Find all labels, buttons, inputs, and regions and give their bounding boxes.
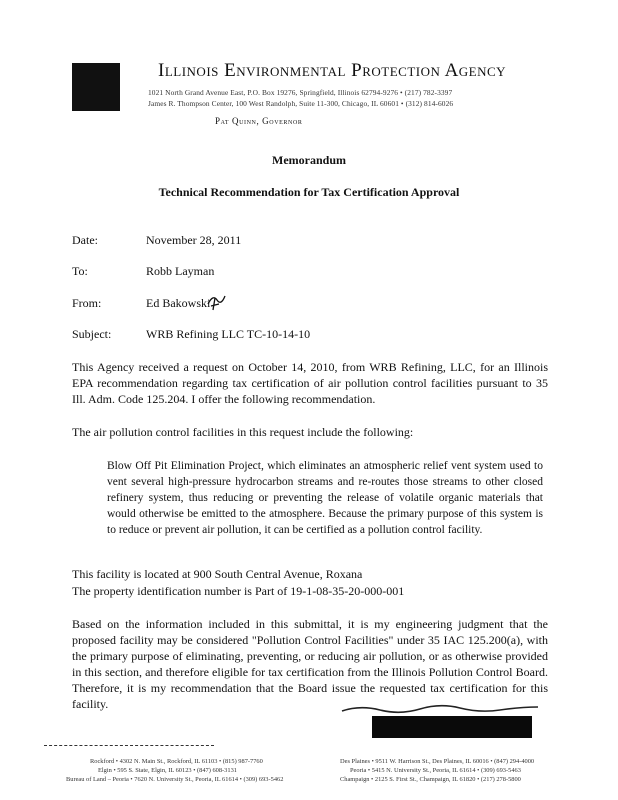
subject-label: Subject: [72, 327, 112, 341]
agency-name: Illinois Environmental Protection Agency [158, 60, 507, 81]
footer-left-line-2: Elgin • 595 S. State, Elgin, IL 60123 • (847) 608-3131 [98, 767, 237, 774]
conclusion-paragraph: Based on the information included in this submittal, it is my engineering judgment that the proposed facility may be considered "Pollution Control Facilities" under 35 IAC 125.200(a), with the primary purpose of eliminating, preventing, or reducing air pollution, or as otherwise provided in this section, and therefore eligible for tax certification from the Illinois Pollution Control Board. Therefore, it is my recommendation that the Board issue the requested tax certification for this facility. [72, 617, 548, 711]
from-value: Ed Bakowski [146, 296, 211, 310]
footer-rule [44, 745, 214, 747]
subject-value: WRB Refining LLC TC-10-14-10 [146, 327, 311, 341]
date-label: Date: [72, 233, 98, 247]
signature-initials [205, 292, 227, 312]
facilities-intro: The air pollution control facilities in this request include the following: [72, 425, 414, 439]
from-label: From: [72, 296, 102, 310]
footer-left-line-1: Rockford • 4302 N. Main St., Rockford, IL 61103 • (815) 987-7760 [90, 758, 263, 765]
agency-address-line-2: James R. Thompson Center, 100 West Randolph, Suite 11-300, Chicago, IL 60601 • (312) 814-6026 [148, 99, 454, 108]
location-line: This facility is located at 900 South Central Avenue, Roxana [72, 567, 363, 581]
handwritten-scrawl [340, 703, 540, 715]
redaction-block [372, 716, 532, 738]
memo-subtitle: Technical Recommendation for Tax Certification Approval [158, 185, 460, 199]
intro-paragraph: This Agency received a request on October 14, 2010, from WRB Refining, LLC, for an Illinois EPA recommendation regarding tax certification of air pollution control facilities pursuant to 35 Ill. Adm. Code 125.204. I offer the following recommendation. [72, 360, 548, 406]
governor-line: Pat Quinn, Governor [215, 116, 303, 126]
footer-left-line-3: Bureau of Land – Peoria • 7620 N. University St., Peoria, IL 61614 • (309) 693-5462 [66, 776, 284, 783]
footer-right-line-1: Des Plaines • 9511 W. Harrison St., Des Plaines, IL 60016 • (847) 294-4000 [340, 758, 535, 765]
facility-description: Blow Off Pit Elimination Project, which eliminates an atmospheric relief vent system used to vent several high-pressure hydrocarbon streams and re-routes those streams to other closed refinery system, thus reducing or preventing the release of volatile organic materials that would otherwise be emitted to the atmosphere. Because the primary purpose of this system is to reduce or prevent air pollution, it can be certified as a pollution control facility. [107, 460, 543, 536]
memo-title: Memorandum [272, 153, 346, 167]
to-label: To: [72, 264, 88, 278]
property-id-line: The property identification number is Part of 19-1-08-35-20-000-001 [72, 584, 405, 598]
date-value: November 28, 2011 [146, 233, 242, 247]
agency-address-line-1: 1021 North Grand Avenue East, P.O. Box 19276, Springfield, Illinois 62794-9276 • (217) 782-3397 [148, 88, 453, 97]
footer-right-line-2: Peoria • 5415 N. University St., Peoria, IL 61614 • (309) 693-5463 [350, 767, 521, 774]
agency-logo [72, 63, 120, 111]
to-value: Robb Layman [146, 264, 215, 278]
footer-right-line-3: Champaign • 2125 S. First St., Champaign, IL 61820 • (217) 278-5800 [340, 776, 521, 783]
